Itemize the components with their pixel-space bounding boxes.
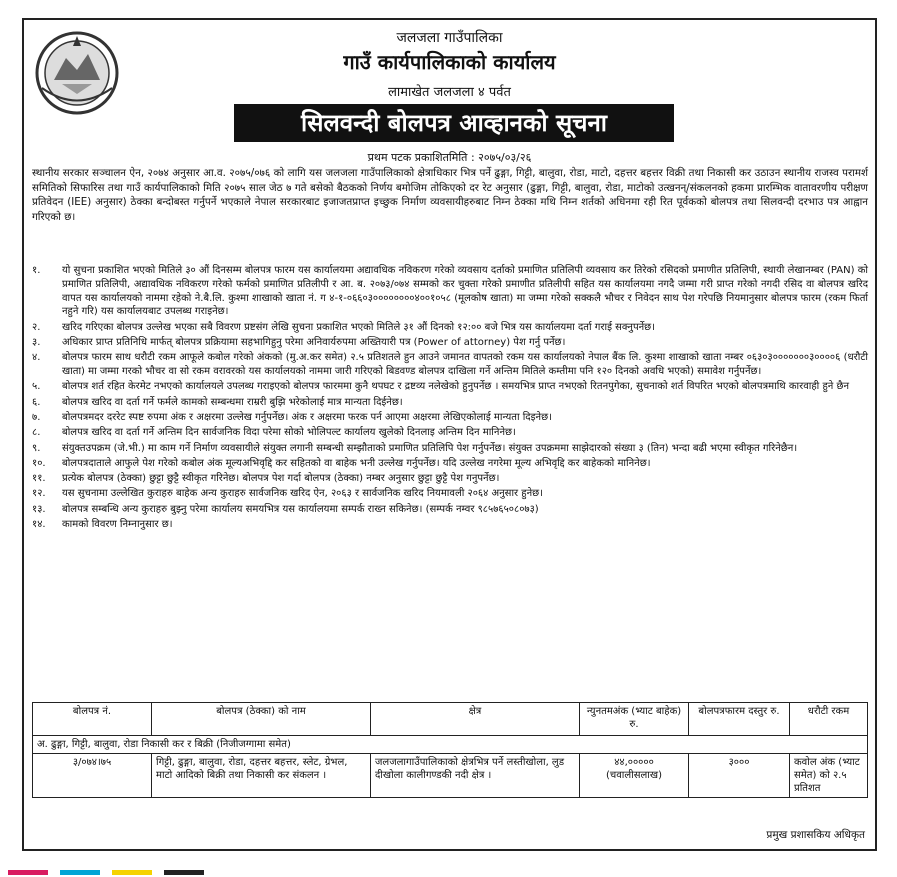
cell-min-amount [580,754,689,798]
item-number: २. [32,321,41,333]
publication-date: प्रथम पटक प्रकाशितमिति : २०७५/०३/२६ [367,151,532,164]
table-row [33,754,868,798]
table-section-row [33,736,868,754]
item-text: बोलपत्रमदर दररेट स्पष्ट रुपमा अंक र अक्षरमा उल्लेख गर्नुपर्नेछ। अंक र अक्षरमा फरक पर्न आएमा अक्षरमा लेखिएकोलाई मान्यता दिइनेछ। [62,411,552,423]
item-text: बोलपत्र खरिद वा दर्ता गर्ने अन्तिम दिन सार्वजनिक विदा परेमा सोको भोलिपल्ट कार्यालय खुलेको दिनलाइ अन्तिम दिन मानिनेछ। [62,427,516,439]
item-number: ८. [32,427,41,439]
item-number: ३. [32,336,41,348]
item-text: यो सुचना प्रकाशित भएको मितिले ३० औं दिनसम्म बोलपत्र फारम यस कार्यालयमा अद्यावधिक नविकरण गरेको व्यवसाय दर्ताको प्रमाणित प्रतिलिपी व्यवसाय कर तिरेको रसिदको प्रमाणीत प्रतिलिपी, स्थायी लेखानम्बर (PAN) को प्रमाणित प्रतिलिपी, अद्यावधिक नविकरण गरेको फर्मको प्रमाणित प्रतिलीपी र आ. ब. २०७३/०७४ सम्मको कर चुक्ता गरेको प्रमाणीत प्रतिलीपी सहित यस कार्यालयमा नगदै जम्मा गरी प्राप्त गरेको नगदी रसिद वा बोलपत्र खरिद वापत यस कार्यालयको नाममा रहेको ने.बै.लि. कुश्मा शाखाको खाता नं. ग ४-१-०६६०३००००००००४००१०५८ (मूलकोष खाता) मा जम्मा गरेको सक्कलै भौचर र निवेदन साथ पेश गरेपछि नियमानुसार बोलपत्र फारम (रकम फिर्ता नहुने गरि) यस कार्यालयबाट उपलब्ध गराइनेछ। [62,265,868,318]
notice-frame [22,18,877,851]
list-item [32,442,868,456]
list-item [32,518,868,532]
item-number: ६. [32,396,41,408]
list-item [32,411,868,425]
table-header-row [33,703,868,736]
cell-area: जलजलागाउँपालिकाको क्षेत्रभित्र पर्ने लस्तीखोला, लुड दीखोला कालीगण्डकी नदी क्षेत्र । [371,754,580,798]
municipality-name: जलजला गाउँपालिका [396,30,503,46]
section-label: अ. ढुङ्गा, गिट्टी, बालुवा, रोडा निकासी कर र बिक्री (निजीजग्गामा समेत) [33,736,868,754]
color-bar [112,870,152,875]
item-text: बोलपत्र फारम साथ धरौटी रकम आफूले कबोल गरेको अंकको (मु.अ.कर समेत) २.५ प्रतिशतले हुन आउने जमानत वापतको रकम यस कार्यालयको नेपाल बैंक लि. कुश्मा शाखाको खाता नम्बर ०६३०३०००००००३००००६ (धरौटी खाता) मा जम्मा गरको भौचर वा सो रकम वरावरको यस कार्यालयको नाममा जारी गरिएको बिडवण्ड बोलपत्र दाखिला गर्ने अन्तिम मितिले कम्तीमा पनि १२० दिनको अवधि भएको) समावेश गर्नुपर्नेछ। [62,352,868,378]
list-item [32,380,868,394]
cell-bid-no: ३/०७४।७५ [33,754,152,798]
item-number: ९. [32,442,41,454]
item-number: ११. [32,473,46,485]
item-text: खरिद गरिएका बोलपत्र उल्लेख भएका सबै विवरण प्रष्टसंग लेखि सुचना प्रकाशित भएको मितिले ३१ औं दिनको १२:०० बजे भित्र यस कार्यालयमा दर्ता गराई सक्नुपर्नेछ। [62,321,655,333]
intro-paragraph: स्थानीय सरकार सञ्चालन ऐन, २०७४ अनुसार आ.व. २०७५/०७६ को लागि यस जलजला गाउँपालिकाको क्षेत्राधिकार भित्र पर्ने ढुङ्गा, गिट्टी, बालुवा, रोडा, माटो, दहत्तर बहत्तर विक्री तथा निकासी कर उठाउन स्थानीय राजस्व परामर्श समितिको सिफारिस तथा गाउँ कार्यपालिकाको मिति २०७५ साल जेठ ७ गते बसेको बैठकको निर्णय बमोजिम तोकिएको दर रेट अनुसार (ढुङ्गा, गिट्टी, बालुवा, रोडा, माटोको उत्खनन्/संकलनको हकमा प्रारम्भिक वातावरणीय परीक्षण प्रतिवेदन (IEE) अनुसार) ठेक्का बन्दोबस्त गर्नुपर्ने भएकाले नेपाल सरकारबाट इजाजतप्राप्त इच्छुक निर्माण व्यवसायीहरुबाट निम्न ठेक्का मथि निम्न शर्तको अधिनमा रही रित पूर्वकको बोलपत्र तथा सिलवन्दी दरभाउ पत्र आह्वान गरिएको छ। [32,167,868,223]
item-text: बोलपत्र शर्त रहित केरमेट नभएको कार्यालयले उपलब्ध गराइएको बोलपत्र फारममा कुनै थपघट र द्रष्टव्य नलेखेको हुनुपर्नेछ । समयभित्र प्राप्त नभएको रितनपुगेका, सुचनाको शर्त विपरित भएको बोलपत्रमाथि कारवाही हुने छैन [62,381,850,393]
item-text: बोलपत्र खरिद वा दर्ता गर्ने फर्मले कामको सम्बन्धमा राम्ररी बुझि भरेकोलाई मात्र मान्यता दिईनेछ। [62,396,403,408]
item-number: १४. [32,519,46,531]
item-number: १३. [32,503,46,515]
col-header: न्युनतमअंक (भ्याट बाहेक) रु. [580,703,689,736]
item-text: कामको विवरण निम्नानुसार छ। [62,519,173,531]
cell-deposit: कवोल अंक (भ्याट समेत) को २.५ प्रतिशत [790,754,868,798]
list-item [32,503,868,517]
office-address: लामाखेत जलजला ४ पर्वत [388,85,511,100]
item-text: अधिकार प्राप्त प्रतिनिधि मार्फत् बोलपत्र प्रक्रियामा सहभागिहुनु परेमा अनिवार्यरुपमा अख्तियारी पत्र (Power of attorney) पेश गर्नु पर्नेछ। [62,336,566,348]
signature: प्रमुख प्रशासकिय अधिकृत [766,829,865,841]
min-amount-words: (चवालीसलाख) [606,770,662,781]
list-item [32,396,868,410]
col-header: क्षेत्र [371,703,580,736]
cell-form-fee: ३००० [689,754,790,798]
list-item [32,264,868,319]
item-number: ५. [32,381,41,393]
col-header: बोलपत्र नं. [33,703,152,736]
list-item [32,336,868,350]
item-text: संयुक्तउपक्रम (जे.भी.) मा काम गर्ने निर्माण व्यवसायीले संयुक्त लगानी सम्बन्धी सम्झौताको प्रमाणित प्रतिलिपि पेश गर्नुपर्नेछ। संयुक्त उपक्रममा साझेदारको संख्या ३ (तिन) भन्दा बढी भएमा स्वीकृत गरिनेछैन। [62,442,798,454]
cell-contract-name: गिट्टी, ढुङ्गा, बालुवा, रोडा, दहत्तर बहत्तर, स्लेट, ग्रेभल, माटो आदिको बिक्री तथा निकासी कर संकलन । [152,754,371,798]
conditions-list [32,264,868,533]
work-details-table [32,702,868,798]
list-item [32,321,868,335]
list-item [32,457,868,471]
item-text: बोलपत्र सम्बन्धि अन्य कुराहरु बुझ्नु परेमा कार्यालय समयभित्र यस कार्यालयमा सम्पर्क राख्न सकिनेछ। (सम्पर्क नम्वर ९८५७६५०८०७३) [62,503,539,515]
item-text: यस सुचनामा उल्लेखित कुराहरु बाहेक अन्य कुराहरु सार्वजनिक खरिद ऐन, २०६३ र सार्वजनिक खरिद नियमावली २०६४ अनुसार हुनेछ। [62,488,543,500]
item-number: १२. [32,488,46,500]
list-item [32,351,868,379]
color-bar [8,870,48,875]
item-text: बोलपत्रदाताले आफुले पेश गरेको कबोल अंक मूल्यअभिवृद्दि कर सहितको वा बाहेक भनी उल्लेख गर्नुपर्नेछ। यदि उल्लेख नगरेमा मूल्य अभिवृद्दि कर बाहेकको मानिनेछ। [62,457,651,469]
color-bar [60,870,100,875]
office-name: गाउँ कार्यपालिकाको कार्यालय [343,50,556,74]
list-item [32,487,868,501]
color-bar [164,870,204,875]
col-header: बोलपत्र (ठेक्का) को नाम [152,703,371,736]
notice-title: सिलवन्दी बोलपत्र आव्हानको सूचना [234,104,674,142]
item-number: १०. [32,457,46,469]
col-header: धरौटी रकम [790,703,868,736]
list-item [32,426,868,440]
min-amount-value: ४४,००००० [614,757,654,768]
item-number: ४. [32,352,41,364]
list-item [32,472,868,486]
item-text: प्रत्येक बोलपत्र (ठेक्का) छुट्टा छुट्टै स्वीकृत गरिनेछ। बोलपत्र पेश गर्दा बोलपत्र (ठेक्का) नम्बर अनुसार छुट्टा छुट्टै पेश गनुपर्नेछ। [62,473,500,485]
item-number: १. [32,265,41,276]
col-header: बोलपत्रफारम दस्तुर रु. [689,703,790,736]
item-number: ७. [32,411,41,423]
